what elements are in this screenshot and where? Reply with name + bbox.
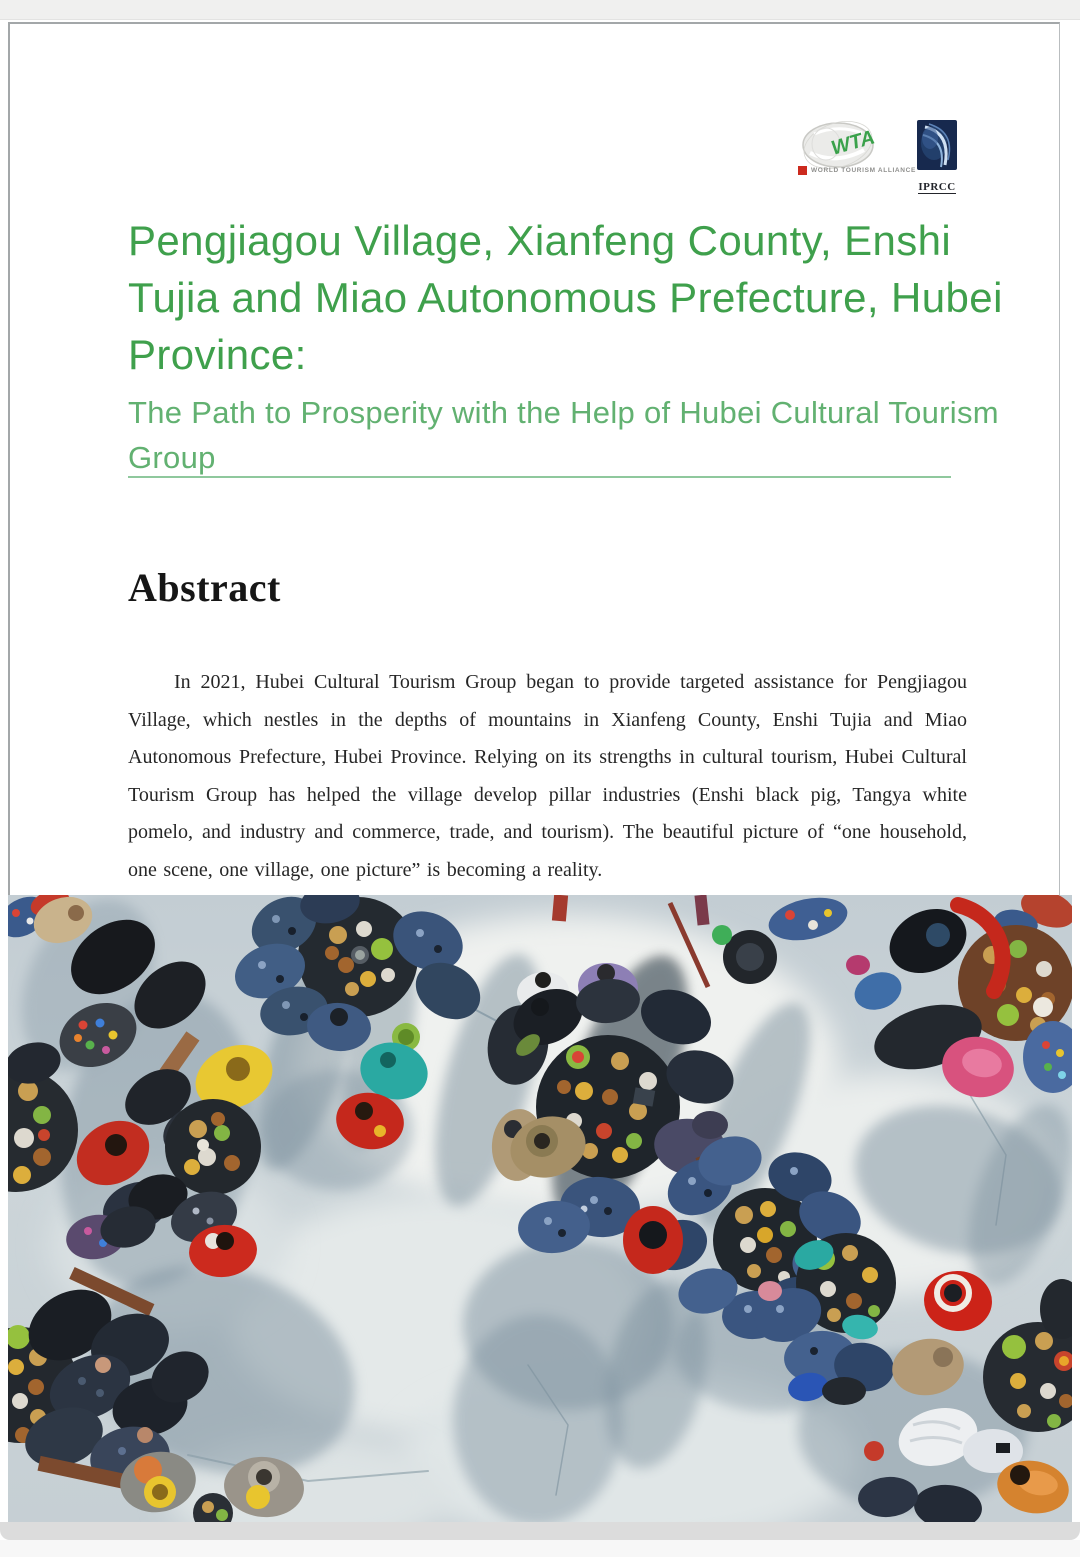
iprcc-acronym: IPRCC <box>918 181 956 193</box>
viewer-bottom-bar <box>0 1522 1080 1540</box>
wta-flag-icon <box>798 166 807 175</box>
viewer-bottom-margin <box>0 1540 1080 1557</box>
iprcc-globe-icon <box>915 120 959 172</box>
page-title: Pengjiagou Village, Xianfeng County, Enshi Tujia and Miao Autonomous Prefecture, Hubei Province: <box>128 217 1003 378</box>
page-subtitle: The Path to Prosperity with the Help of Hubei Cultural Tourism Group <box>128 395 999 475</box>
wta-acronym: WTA <box>828 126 878 160</box>
wta-full-name: WORLD TOURISM ALLIANCE <box>811 167 916 174</box>
banquet-aerial-photo <box>8 895 1072 1522</box>
abstract-heading: Abstract <box>128 565 281 610</box>
viewer-top-bar <box>0 0 1080 20</box>
wta-logo <box>798 120 916 182</box>
abstract-paragraph: In 2021, Hubei Cultural Tourism Group began to provide targeted assistance for Pengjiagou Village, which nestles in the depths of mountains in Xianfeng County, Enshi Tujia and Miao Autonomous Prefecture, Hubei Province. Relying on its strengths in cultural tourism, Hubei Cultural Tourism Group has helped the village develop pillar industries (Enshi black pig, Tangya white pomelo, and industry and commerce, trade, and tourism). The beautiful picture of “one household, one scene, one village, one picture” is becoming a reality. <box>128 671 967 881</box>
title-divider <box>128 476 951 478</box>
header-logos <box>798 120 960 195</box>
banquet-aerial-illustration <box>8 895 1072 1522</box>
iprcc-logo <box>914 120 960 195</box>
